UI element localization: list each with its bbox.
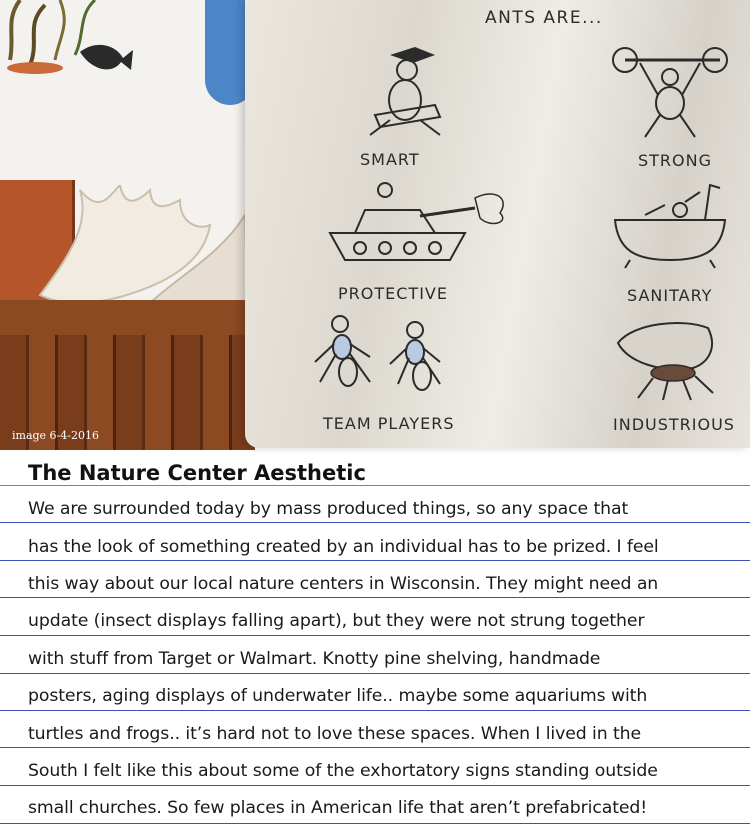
ruled-line: [0, 747, 750, 748]
ruled-line: [0, 560, 750, 561]
ruled-line: [0, 597, 750, 598]
smart-ant-drawing: [355, 45, 445, 140]
article-line: this way about our local nature centers in Wisconsin. They might need an: [28, 574, 659, 594]
ants-poster: [245, 0, 750, 448]
article-line: with stuff from Target or Walmart. Knotty pine shelving, handmade: [28, 649, 601, 669]
label-smart: SMART: [360, 150, 420, 169]
ruled-line: [0, 522, 750, 523]
label-industrious: INDUSTRIOUS: [613, 415, 735, 434]
article-line: We are surrounded today by mass produced things, so any space that: [28, 499, 629, 519]
industrious-ant-rock-drawing: [613, 318, 723, 403]
nature-center-wall: [0, 0, 255, 450]
team-players-ants-drawing: [310, 312, 450, 392]
article-title: The Nature Center Aesthetic: [28, 461, 366, 485]
strong-ant-drawing: [610, 45, 730, 140]
article-line: posters, aging displays of underwater life.. maybe some aquariums with: [28, 686, 648, 706]
poster-title: ANTS ARE...: [485, 8, 603, 28]
article-line: small churches. So few places in American life that aren’t prefabricated!: [28, 798, 648, 818]
label-sanitary: SANITARY: [627, 286, 713, 305]
sanitary-ant-bathtub-drawing: [610, 180, 730, 270]
pine-shelf-top: [0, 300, 255, 336]
article-line: South I felt like this about some of the exhortatory signs standing outside: [28, 761, 658, 781]
ruled-line: [0, 710, 750, 711]
fish-icon: [75, 40, 135, 80]
label-team-players: TEAM PLAYERS: [323, 414, 455, 433]
ruled-line: [0, 823, 750, 824]
photo-credit: image 6-4-2016: [12, 429, 99, 442]
ruled-line: [0, 785, 750, 786]
article-line: turtles and frogs.. it’s hard not to love these spaces. When I lived in the: [28, 724, 642, 744]
ruled-line: [0, 673, 750, 674]
article: [0, 450, 750, 826]
article-line: has the look of something created by an individual has to be prized. I feel: [28, 537, 659, 557]
ruled-line: [0, 635, 750, 636]
label-protective: PROTECTIVE: [338, 284, 448, 303]
label-strong: STRONG: [638, 151, 713, 170]
protective-ant-tank-drawing: [325, 178, 515, 268]
antler-decoration: [30, 185, 250, 315]
title-rule: [0, 485, 750, 486]
article-line: update (insect displays falling apart), but they were not strung together: [28, 611, 645, 631]
